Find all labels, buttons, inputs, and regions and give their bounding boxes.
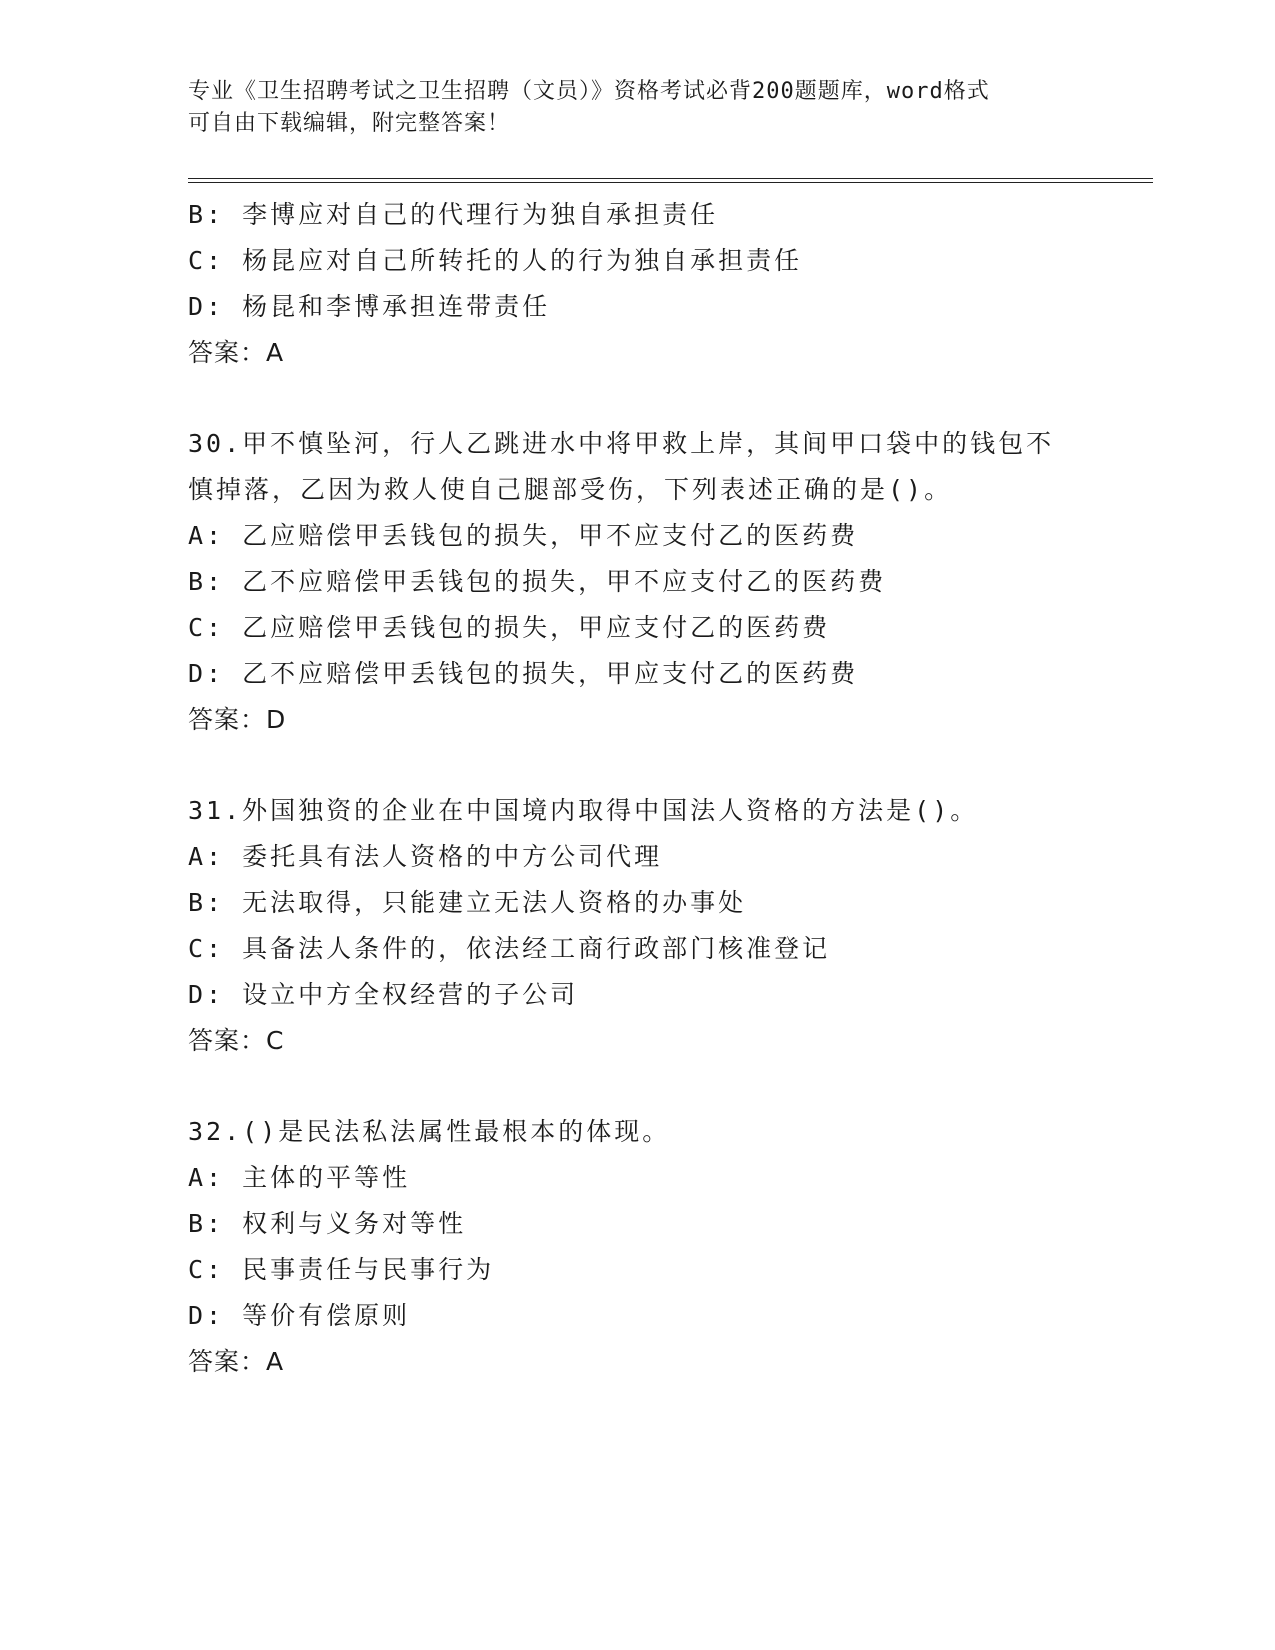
answer: 答案：C — [188, 1026, 285, 1055]
question-29-tail — [188, 192, 1148, 376]
answer: 答案：D — [188, 705, 287, 734]
question-stem: 31.外国独资的企业在中国境内取得中国法人资格的方法是()。 — [188, 796, 979, 825]
option-b: B: 李博应对自己的代理行为独自承担责任 — [188, 200, 719, 229]
header-line-2: 可自由下载编辑，附完整答案！ — [188, 111, 511, 136]
question-32 — [188, 1109, 1148, 1385]
answer: 答案：A — [188, 338, 285, 367]
option-b: B: 乙不应赔偿甲丢钱包的损失，甲不应支付乙的医药费 — [188, 567, 887, 596]
spacer — [188, 1064, 1148, 1109]
option-a: A: 乙应赔偿甲丢钱包的损失，甲不应支付乙的医药费 — [188, 521, 859, 550]
spacer — [188, 376, 1148, 421]
option-c: C: 乙应赔偿甲丢钱包的损失，甲应支付乙的医药费 — [188, 613, 831, 642]
document-header — [188, 76, 1088, 140]
question-30 — [188, 421, 1148, 743]
header-divider — [188, 178, 1153, 183]
option-b: B: 无法取得，只能建立无法人资格的办事处 — [188, 888, 747, 917]
question-stem-continued: 慎掉落，乙因为救人使自己腿部受伤，下列表述正确的是()。 — [188, 475, 953, 504]
question-31 — [188, 788, 1148, 1064]
option-d: D: 等价有偿原则 — [188, 1301, 411, 1330]
option-a: A: 主体的平等性 — [188, 1163, 411, 1192]
header-line-1: 专业《卫生招聘考试之卫生招聘（文员）》资格考试必背200题题库，word格式 — [188, 79, 990, 104]
option-d: D: 杨昆和李博承担连带责任 — [188, 292, 551, 321]
answer: 答案：A — [188, 1347, 285, 1376]
option-c: C: 民事责任与民事行为 — [188, 1255, 495, 1284]
option-a: A: 委托具有法人资格的中方公司代理 — [188, 842, 663, 871]
spacer — [188, 743, 1148, 788]
option-d: D: 设立中方全权经营的子公司 — [188, 980, 579, 1009]
option-d: D: 乙不应赔偿甲丢钱包的损失，甲应支付乙的医药费 — [188, 659, 859, 688]
option-c: C: 具备法人条件的，依法经工商行政部门核准登记 — [188, 934, 831, 963]
option-b: B: 权利与义务对等性 — [188, 1209, 467, 1238]
question-list — [188, 192, 1148, 1385]
question-stem: 30.甲不慎坠河，行人乙跳进水中将甲救上岸，其间甲口袋中的钱包不 — [188, 429, 1055, 458]
question-stem: 32.()是民法私法属性最根本的体现。 — [188, 1117, 671, 1146]
option-c: C: 杨昆应对自己所转托的人的行为独自承担责任 — [188, 246, 803, 275]
